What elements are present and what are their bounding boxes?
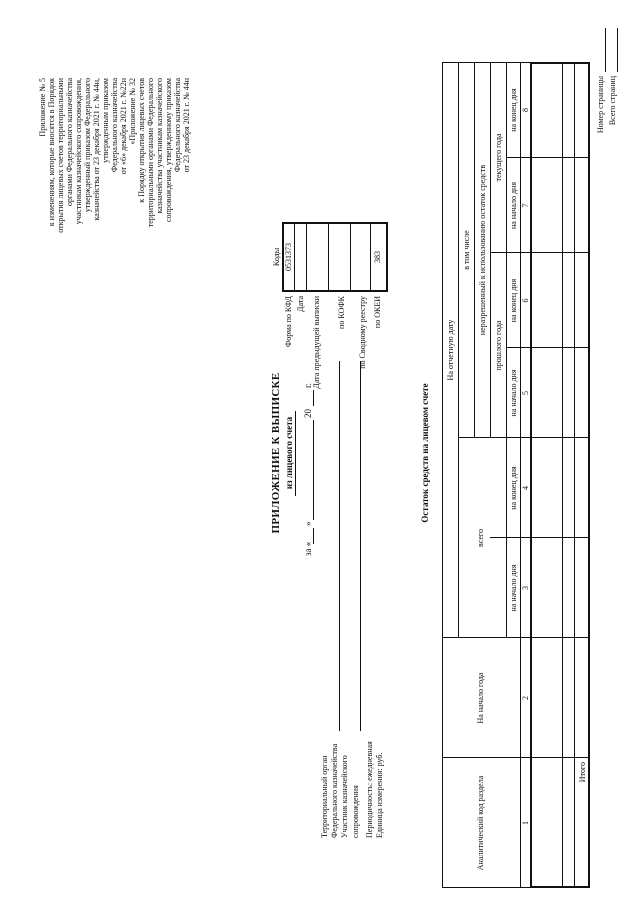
form-label: Форма по КФД [284,296,293,348]
territorial-label-1: Территориальный орган [320,755,329,838]
approval-line: к изменениям, которые вносятся в Порядок [47,78,56,227]
month-field[interactable] [313,420,314,520]
total-label: Итого [578,762,587,783]
page-number-field[interactable] [605,28,606,72]
col-divider [442,757,590,758]
row-divider [474,62,475,438]
kofk-label: по КОФК [337,296,346,329]
day-field[interactable] [313,528,314,544]
row-divider [490,62,491,438]
pages-total-field[interactable] [617,28,618,72]
col-number: 4 [521,486,530,490]
col-number: 6 [521,298,530,303]
registry-label: по Сводному реестру [358,296,367,369]
approval-line: от «6» декабря 2021 г. №22н [119,78,128,175]
row-divider [562,62,563,888]
col-header-code: Аналитический код раздела [476,775,485,871]
document-title: ПРИЛОЖЕНИЕ К ВЫПИСКЕ [270,372,282,534]
col-header-prev-year: прошлого года [494,320,503,371]
document-subtitle: из лицевого счета [284,416,294,490]
approval-line: Федерального казначейства [173,78,182,173]
approval-line: утвержденный приказом Федерального [83,78,92,213]
approval-line: от 23 декабря 2021 г. № 44н [182,78,191,173]
data-area-right [530,62,590,64]
col-divider [490,252,590,253]
form-code: 0531373 [284,243,293,271]
participant-label-1: Участник казначейского [340,755,349,838]
territorial-label-2: Федерального казначейства [330,743,339,838]
codes-header: Коды [272,247,281,267]
codes-bottom-border [386,222,388,292]
col-divider [506,347,590,348]
okei-label: по ОКЕИ [373,296,382,329]
col-header-total: всего [476,529,485,548]
date-prefix: за « [303,541,313,556]
approval-line: открытия лицевых счетов территориальными [56,78,65,233]
row-divider [506,62,507,638]
col-number: 2 [521,696,530,700]
col-number: 8 [521,108,530,112]
approval-line: казначейства участникам казначейского [155,78,164,214]
territorial-field[interactable] [339,361,340,731]
prev-date-label: Дата предыдущей выписки [312,296,321,389]
row-divider [574,62,575,888]
table-bottom-border [588,62,590,888]
col-header-year-start: На начало года [476,672,485,724]
pages-total-label: Всего страниц [608,76,617,126]
approval-line: Приложение № 5 [38,78,47,137]
col-number: 5 [521,391,530,395]
codes-row-divider [306,222,307,292]
periodicity-label: Периодичность: ежедневная [365,741,374,838]
codes-row-divider [370,222,371,292]
col-divider [506,157,590,158]
col-number: 1 [521,821,530,825]
col-header-report-date: На отчетную дату [446,319,455,381]
balance-table [442,62,590,888]
table-top-border [442,62,443,888]
unit-label: Единица измерения: руб. [375,752,384,838]
year-suffix: г. [303,383,313,388]
col-header-day-start: на начало дня [509,369,518,417]
col-header-cur-year: текущего года [494,133,503,182]
codes-box [270,222,388,292]
approval-block [38,78,191,233]
page-number-label: Номер страницы [596,76,605,134]
approval-line: утвержденным приказом [101,78,110,163]
approval-line: органами Федерального казначейства [65,78,74,207]
participant-label-2: сопровождения [351,785,360,838]
col-header-day-start: на начало дня [509,182,518,230]
row-divider [458,62,459,638]
date-label: Дата [296,296,305,312]
table-caption: Остаток средств на лицевом счете [420,383,430,523]
col-number: 3 [521,586,530,590]
col-header-unused: неразрешенный к использованию остаток средств [478,164,487,336]
codes-row-divider [328,222,329,292]
approval-line: сопровождения, утвержденному приказом [164,78,173,223]
subtitle-underline [295,411,296,496]
col-divider [490,537,590,538]
approval-line: к Порядку открытия лицевых счетов [137,78,146,203]
okei-code: 383 [373,251,382,263]
col-number: 7 [521,203,530,208]
approval-line: участникам казначейского сопровождения, [74,78,83,225]
approval-line: территориальными органами Федерального [146,78,155,228]
col-header-incl: в том числе [462,230,471,270]
col-header-day-end: на конец дня [509,88,518,132]
col-header-day-end: на конец дня [509,466,518,510]
data-area-top [530,62,532,888]
date-mid: » [303,521,313,526]
approval-line: казначейства от 23 декабря 2021 г. № 44н, [92,78,101,221]
codes-row-divider [350,222,351,292]
col-header-day-end: на конец дня [509,278,518,323]
col-header-day-start: на начало дня [509,564,518,612]
approval-line: Федерального казначейства [110,78,119,173]
year-prefix: 20 [303,409,313,418]
approval-line: «Приложение № 32 [128,78,137,145]
codes-row-divider [294,222,295,292]
